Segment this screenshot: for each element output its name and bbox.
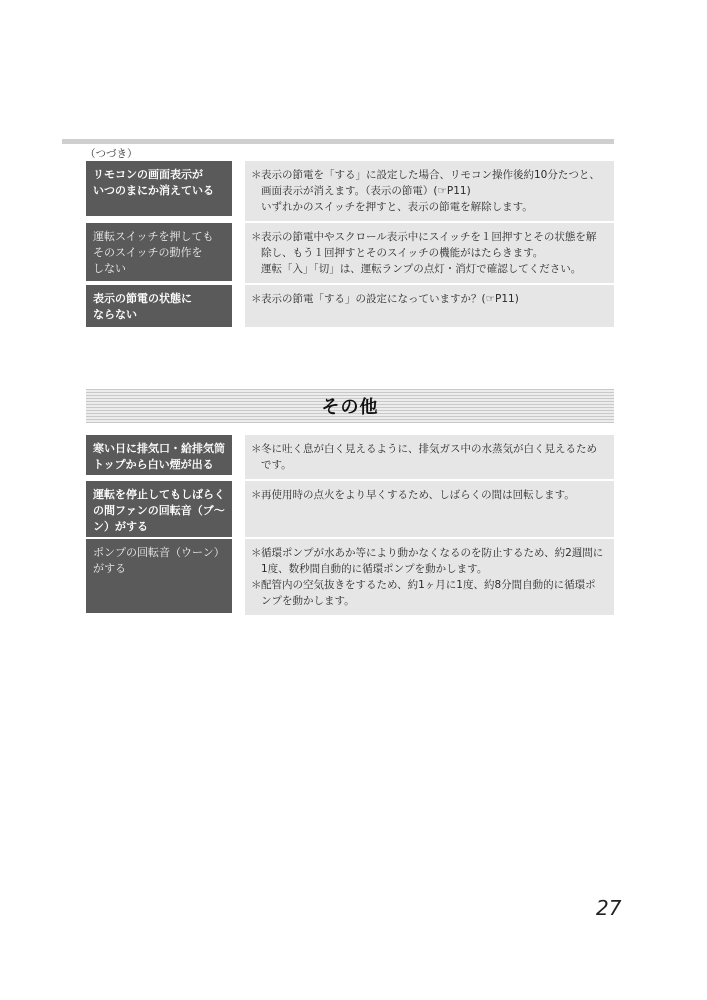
continued-label: （つづき）: [85, 148, 138, 160]
cause-item: [251, 167, 606, 215]
troubleshooting-table-1: [86, 161, 614, 327]
asterisk-icon: ＊: [251, 169, 262, 181]
page-number: 27: [596, 896, 622, 920]
symptom-text: リモコンの画面表示が いつのまにか消えている: [93, 168, 214, 197]
symptom-text: 寒い日に排気口・給排気筒トップから白い煙が出る: [93, 442, 225, 471]
symptom-cell: [86, 223, 232, 281]
cause-text: 再使用時の点火をより早くするため、しばらくの間は回転します。: [261, 489, 575, 501]
cause-cell: [245, 161, 614, 221]
cause-text: 配管内の空気抜きをするため、約1ヶ月に1度、約8分間自動的に循環ポンプを動かします。: [261, 579, 596, 607]
cause-text: 冬に吐く息が白く見えるように、排気ガス中の水蒸気が白く見えるためです。: [261, 443, 597, 471]
cause-cell: [245, 481, 614, 537]
table-row: [86, 223, 614, 285]
cause-item: [251, 577, 606, 609]
troubleshooting-table-2: [86, 435, 614, 615]
top-divider: [62, 139, 614, 144]
symptom-text: 表示の節電の状態に ならない: [93, 292, 192, 321]
table-row: [86, 481, 614, 539]
symptom-cell: [86, 161, 232, 216]
cause-cell: [245, 539, 614, 615]
asterisk-icon: ＊: [251, 443, 262, 455]
symptom-text: ポンプの回転音（ウーン）がする: [93, 546, 225, 575]
asterisk-icon: ＊: [251, 231, 262, 243]
symptom-cell: [86, 285, 232, 327]
cause-cell: [245, 223, 614, 283]
section-title: その他: [321, 397, 379, 418]
cause-item: [251, 487, 606, 503]
cause-text: 表示の節電を「する」に設定した場合、リモコン操作後約10分たつと、画面表示が消えます。（表示の節電）(☞P11) いずれかのスイッチを押すと、表示の節電を解除します。: [261, 169, 600, 213]
cause-cell: [245, 435, 614, 479]
symptom-text: 運転を停止してもしばらくの間ファンの回転音（ブ～ン）がする: [93, 488, 225, 533]
asterisk-icon: ＊: [251, 489, 262, 501]
asterisk-icon: ＊: [251, 579, 262, 591]
cause-text: 表示の節電中やスクロール表示中にスイッチを１回押すとその状態を解除し、もう１回押すとそのスイッチの機能がはたらきます。 運転「入」「切」は、運転ランプの点灯・消灯で確認してください。: [261, 231, 597, 275]
asterisk-icon: ＊: [251, 293, 262, 305]
symptom-cell: [86, 539, 232, 613]
cause-item: [251, 291, 606, 307]
table-row: [86, 161, 614, 223]
section-header: [86, 389, 614, 423]
symptom-cell: [86, 435, 232, 475]
symptom-text: 運転スイッチを押しても そのスイッチの動作を しない: [93, 230, 214, 275]
cause-item: [251, 545, 606, 577]
table-row: [86, 285, 614, 327]
cause-item: [251, 441, 606, 473]
table-row: [86, 539, 614, 615]
cause-item: [251, 229, 606, 277]
symptom-cell: [86, 481, 232, 537]
cause-text: 表示の節電「する」の設定になっていますか？(☞P11): [261, 293, 519, 305]
cause-cell: [245, 285, 614, 327]
cause-text: 循環ポンプが水あか等により動かなくなるのを防止するため、約2週間に1度、数秒間自動的に循環ポンプを動かします。: [261, 547, 604, 575]
table-row: [86, 435, 614, 481]
asterisk-icon: ＊: [251, 547, 262, 559]
